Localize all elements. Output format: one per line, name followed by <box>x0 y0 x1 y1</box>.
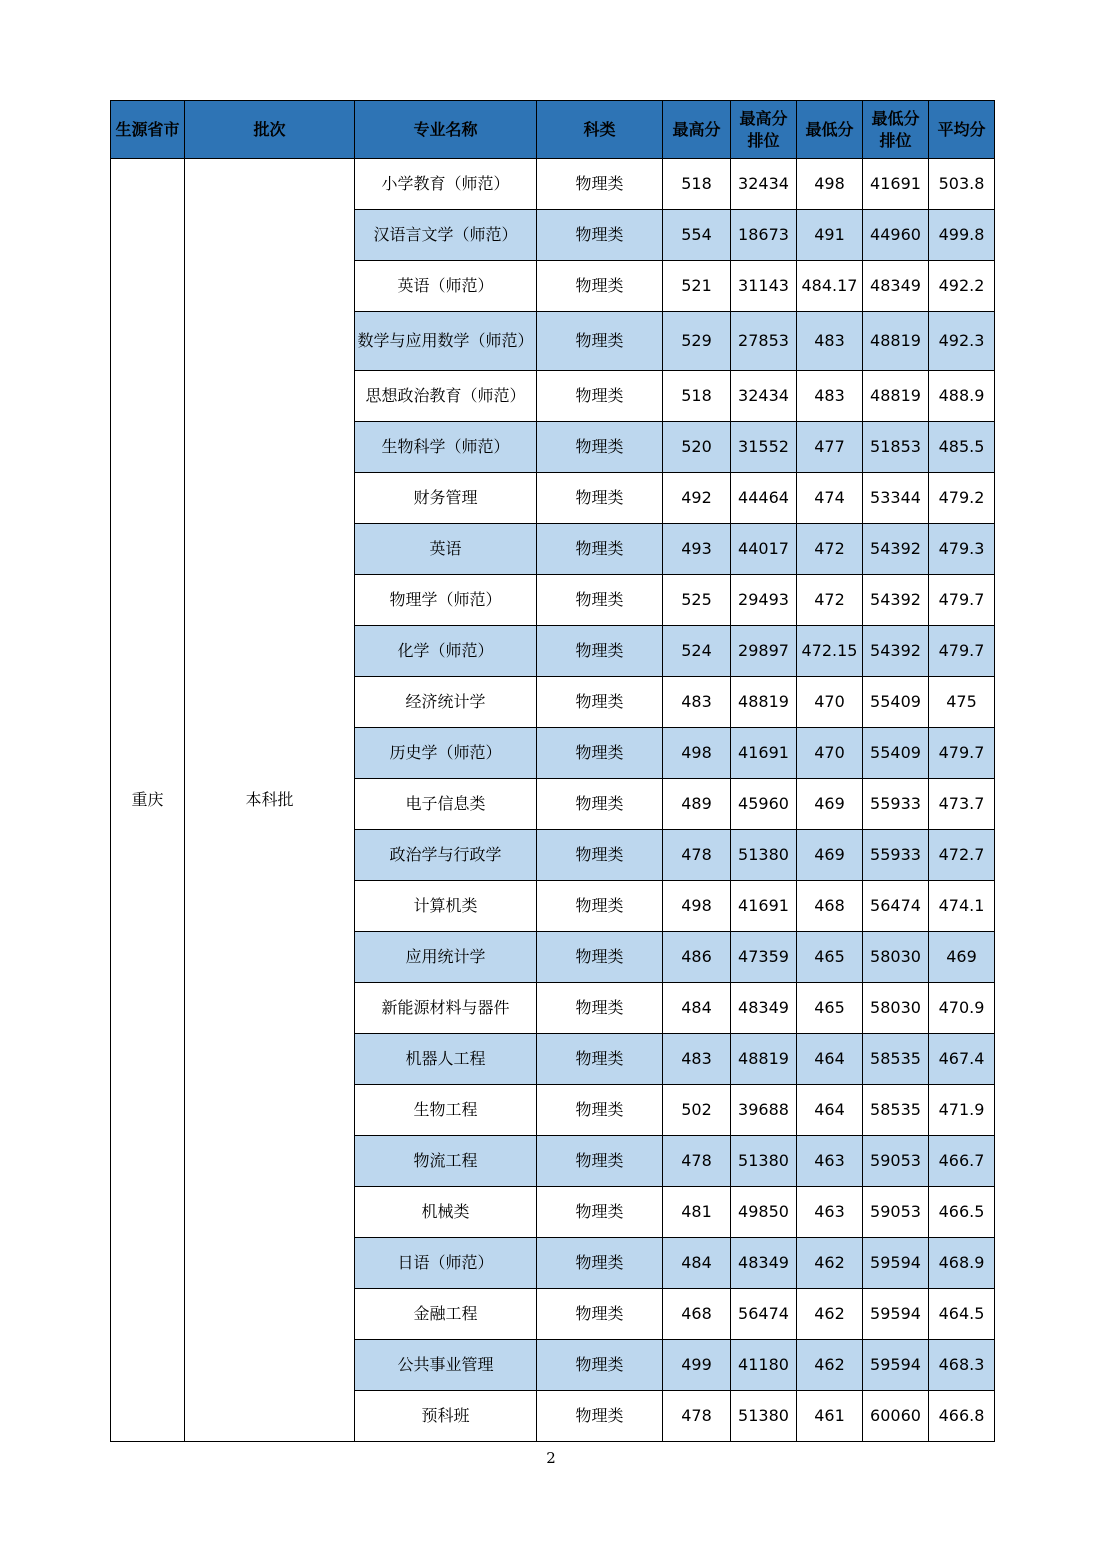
min-score-cell: 462 <box>797 1238 863 1289</box>
max-score-cell: 489 <box>663 779 731 830</box>
avg-score-cell: 473.7 <box>929 779 995 830</box>
category-cell: 物理类 <box>537 728 663 779</box>
avg-score-cell: 472.7 <box>929 830 995 881</box>
avg-score-cell: 479.7 <box>929 575 995 626</box>
avg-score-cell: 470.9 <box>929 983 995 1034</box>
category-cell: 物理类 <box>537 1136 663 1187</box>
min-score-cell: 472.15 <box>797 626 863 677</box>
min-score-cell: 462 <box>797 1340 863 1391</box>
max-rank-cell: 29493 <box>731 575 797 626</box>
min-rank-cell: 48819 <box>863 312 929 371</box>
max-score-cell: 498 <box>663 881 731 932</box>
category-cell: 物理类 <box>537 1391 663 1442</box>
category-cell: 物理类 <box>537 881 663 932</box>
category-cell: 物理类 <box>537 1034 663 1085</box>
category-cell: 物理类 <box>537 371 663 422</box>
category-cell: 物理类 <box>537 677 663 728</box>
avg-score-cell: 468.9 <box>929 1238 995 1289</box>
category-cell: 物理类 <box>537 779 663 830</box>
max-score-cell: 554 <box>663 210 731 261</box>
col-header-max-score: 最高分 <box>663 101 731 159</box>
col-header-province: 生源省市 <box>111 101 185 159</box>
min-score-cell: 462 <box>797 1289 863 1340</box>
max-score-cell: 468 <box>663 1289 731 1340</box>
category-cell: 物理类 <box>537 422 663 473</box>
max-rank-cell: 49850 <box>731 1187 797 1238</box>
avg-score-cell: 488.9 <box>929 371 995 422</box>
major-cell: 电子信息类 <box>355 779 537 830</box>
col-header-min-rank: 最低分排位 <box>863 101 929 159</box>
max-rank-cell: 41180 <box>731 1340 797 1391</box>
max-score-cell: 484 <box>663 1238 731 1289</box>
min-rank-cell: 53344 <box>863 473 929 524</box>
avg-score-cell: 475 <box>929 677 995 728</box>
avg-score-cell: 485.5 <box>929 422 995 473</box>
max-score-cell: 486 <box>663 932 731 983</box>
avg-score-cell: 471.9 <box>929 1085 995 1136</box>
max-rank-cell: 51380 <box>731 1391 797 1442</box>
major-cell: 日语（师范） <box>355 1238 537 1289</box>
max-rank-cell: 48349 <box>731 1238 797 1289</box>
major-cell: 机器人工程 <box>355 1034 537 1085</box>
min-rank-cell: 58535 <box>863 1085 929 1136</box>
avg-score-cell: 492.3 <box>929 312 995 371</box>
col-header-avg-score: 平均分 <box>929 101 995 159</box>
col-header-category: 科类 <box>537 101 663 159</box>
max-score-cell: 521 <box>663 261 731 312</box>
category-cell: 物理类 <box>537 1085 663 1136</box>
max-score-cell: 502 <box>663 1085 731 1136</box>
major-cell: 应用统计学 <box>355 932 537 983</box>
min-score-cell: 472 <box>797 575 863 626</box>
avg-score-cell: 479.7 <box>929 728 995 779</box>
min-score-cell: 463 <box>797 1136 863 1187</box>
max-score-cell: 478 <box>663 830 731 881</box>
min-score-cell: 470 <box>797 728 863 779</box>
min-rank-cell: 58535 <box>863 1034 929 1085</box>
major-cell: 机械类 <box>355 1187 537 1238</box>
min-rank-cell: 59053 <box>863 1136 929 1187</box>
province-cell: 重庆 <box>111 159 185 1442</box>
avg-score-cell: 479.2 <box>929 473 995 524</box>
avg-score-cell: 466.7 <box>929 1136 995 1187</box>
max-score-cell: 518 <box>663 371 731 422</box>
min-score-cell: 484.17 <box>797 261 863 312</box>
avg-score-cell: 479.7 <box>929 626 995 677</box>
major-cell: 生物工程 <box>355 1085 537 1136</box>
min-rank-cell: 55409 <box>863 677 929 728</box>
category-cell: 物理类 <box>537 473 663 524</box>
major-cell: 英语（师范） <box>355 261 537 312</box>
max-rank-cell: 31143 <box>731 261 797 312</box>
category-cell: 物理类 <box>537 261 663 312</box>
min-rank-cell: 59594 <box>863 1340 929 1391</box>
min-score-cell: 483 <box>797 371 863 422</box>
max-rank-cell: 44464 <box>731 473 797 524</box>
min-score-cell: 483 <box>797 312 863 371</box>
col-header-max-rank: 最高分排位 <box>731 101 797 159</box>
max-rank-cell: 44017 <box>731 524 797 575</box>
max-rank-cell: 32434 <box>731 371 797 422</box>
min-rank-cell: 60060 <box>863 1391 929 1442</box>
admission-scores-table <box>110 100 995 1442</box>
table-row <box>111 159 995 210</box>
avg-score-cell: 467.4 <box>929 1034 995 1085</box>
max-rank-cell: 29897 <box>731 626 797 677</box>
max-score-cell: 498 <box>663 728 731 779</box>
min-score-cell: 474 <box>797 473 863 524</box>
min-rank-cell: 59594 <box>863 1238 929 1289</box>
max-score-cell: 492 <box>663 473 731 524</box>
major-cell: 新能源材料与器件 <box>355 983 537 1034</box>
min-rank-cell: 48819 <box>863 371 929 422</box>
max-score-cell: 493 <box>663 524 731 575</box>
col-header-major: 专业名称 <box>355 101 537 159</box>
max-score-cell: 518 <box>663 159 731 210</box>
min-score-cell: 464 <box>797 1034 863 1085</box>
min-rank-cell: 55933 <box>863 779 929 830</box>
avg-score-cell: 466.5 <box>929 1187 995 1238</box>
max-rank-cell: 27853 <box>731 312 797 371</box>
min-score-cell: 498 <box>797 159 863 210</box>
category-cell: 物理类 <box>537 1289 663 1340</box>
max-rank-cell: 31552 <box>731 422 797 473</box>
avg-score-cell: 492.2 <box>929 261 995 312</box>
max-rank-cell: 48819 <box>731 1034 797 1085</box>
min-rank-cell: 51853 <box>863 422 929 473</box>
min-score-cell: 477 <box>797 422 863 473</box>
avg-score-cell: 474.1 <box>929 881 995 932</box>
min-score-cell: 464 <box>797 1085 863 1136</box>
max-rank-cell: 56474 <box>731 1289 797 1340</box>
max-rank-cell: 51380 <box>731 830 797 881</box>
category-cell: 物理类 <box>537 983 663 1034</box>
major-cell: 化学（师范） <box>355 626 537 677</box>
min-score-cell: 465 <box>797 983 863 1034</box>
min-score-cell: 469 <box>797 830 863 881</box>
min-rank-cell: 54392 <box>863 626 929 677</box>
major-cell: 经济统计学 <box>355 677 537 728</box>
avg-score-cell: 503.8 <box>929 159 995 210</box>
major-cell: 数学与应用数学（师范） <box>355 312 537 371</box>
min-score-cell: 469 <box>797 779 863 830</box>
major-cell: 计算机类 <box>355 881 537 932</box>
major-cell: 物流工程 <box>355 1136 537 1187</box>
max-rank-cell: 32434 <box>731 159 797 210</box>
min-rank-cell: 55409 <box>863 728 929 779</box>
max-rank-cell: 18673 <box>731 210 797 261</box>
major-cell: 公共事业管理 <box>355 1340 537 1391</box>
min-rank-cell: 41691 <box>863 159 929 210</box>
min-score-cell: 491 <box>797 210 863 261</box>
min-score-cell: 472 <box>797 524 863 575</box>
avg-score-cell: 468.3 <box>929 1340 995 1391</box>
max-rank-cell: 41691 <box>731 728 797 779</box>
major-cell: 思想政治教育（师范） <box>355 371 537 422</box>
min-score-cell: 468 <box>797 881 863 932</box>
max-score-cell: 499 <box>663 1340 731 1391</box>
major-cell: 物理学（师范） <box>355 575 537 626</box>
category-cell: 物理类 <box>537 1340 663 1391</box>
avg-score-cell: 499.8 <box>929 210 995 261</box>
header-row <box>111 101 995 159</box>
col-header-min-score: 最低分 <box>797 101 863 159</box>
max-rank-cell: 45960 <box>731 779 797 830</box>
max-score-cell: 524 <box>663 626 731 677</box>
category-cell: 物理类 <box>537 210 663 261</box>
max-score-cell: 483 <box>663 677 731 728</box>
category-cell: 物理类 <box>537 932 663 983</box>
category-cell: 物理类 <box>537 830 663 881</box>
page-number: 2 <box>546 1449 556 1467</box>
category-cell: 物理类 <box>537 1238 663 1289</box>
category-cell: 物理类 <box>537 626 663 677</box>
major-cell: 金融工程 <box>355 1289 537 1340</box>
min-rank-cell: 59594 <box>863 1289 929 1340</box>
max-score-cell: 520 <box>663 422 731 473</box>
avg-score-cell: 479.3 <box>929 524 995 575</box>
max-score-cell: 525 <box>663 575 731 626</box>
min-score-cell: 463 <box>797 1187 863 1238</box>
category-cell: 物理类 <box>537 312 663 371</box>
max-rank-cell: 48349 <box>731 983 797 1034</box>
category-cell: 物理类 <box>537 159 663 210</box>
max-score-cell: 478 <box>663 1391 731 1442</box>
major-cell: 小学教育（师范） <box>355 159 537 210</box>
min-rank-cell: 44960 <box>863 210 929 261</box>
avg-score-cell: 469 <box>929 932 995 983</box>
max-score-cell: 481 <box>663 1187 731 1238</box>
major-cell: 财务管理 <box>355 473 537 524</box>
min-score-cell: 470 <box>797 677 863 728</box>
min-rank-cell: 58030 <box>863 983 929 1034</box>
max-rank-cell: 41691 <box>731 881 797 932</box>
avg-score-cell: 466.8 <box>929 1391 995 1442</box>
min-rank-cell: 55933 <box>863 830 929 881</box>
col-header-batch: 批次 <box>185 101 355 159</box>
category-cell: 物理类 <box>537 575 663 626</box>
max-score-cell: 483 <box>663 1034 731 1085</box>
category-cell: 物理类 <box>537 1187 663 1238</box>
max-rank-cell: 51380 <box>731 1136 797 1187</box>
max-score-cell: 478 <box>663 1136 731 1187</box>
max-score-cell: 484 <box>663 983 731 1034</box>
max-rank-cell: 39688 <box>731 1085 797 1136</box>
major-cell: 政治学与行政学 <box>355 830 537 881</box>
major-cell: 历史学（师范） <box>355 728 537 779</box>
min-rank-cell: 54392 <box>863 524 929 575</box>
min-rank-cell: 58030 <box>863 932 929 983</box>
avg-score-cell: 464.5 <box>929 1289 995 1340</box>
min-rank-cell: 54392 <box>863 575 929 626</box>
batch-cell: 本科批 <box>185 159 355 1442</box>
max-score-cell: 529 <box>663 312 731 371</box>
category-cell: 物理类 <box>537 524 663 575</box>
min-rank-cell: 59053 <box>863 1187 929 1238</box>
major-cell: 汉语言文学（师范） <box>355 210 537 261</box>
max-rank-cell: 47359 <box>731 932 797 983</box>
table-body <box>111 159 995 1442</box>
min-rank-cell: 48349 <box>863 261 929 312</box>
min-score-cell: 461 <box>797 1391 863 1442</box>
max-rank-cell: 48819 <box>731 677 797 728</box>
major-cell: 预科班 <box>355 1391 537 1442</box>
min-rank-cell: 56474 <box>863 881 929 932</box>
major-cell: 生物科学（师范） <box>355 422 537 473</box>
min-score-cell: 465 <box>797 932 863 983</box>
major-cell: 英语 <box>355 524 537 575</box>
